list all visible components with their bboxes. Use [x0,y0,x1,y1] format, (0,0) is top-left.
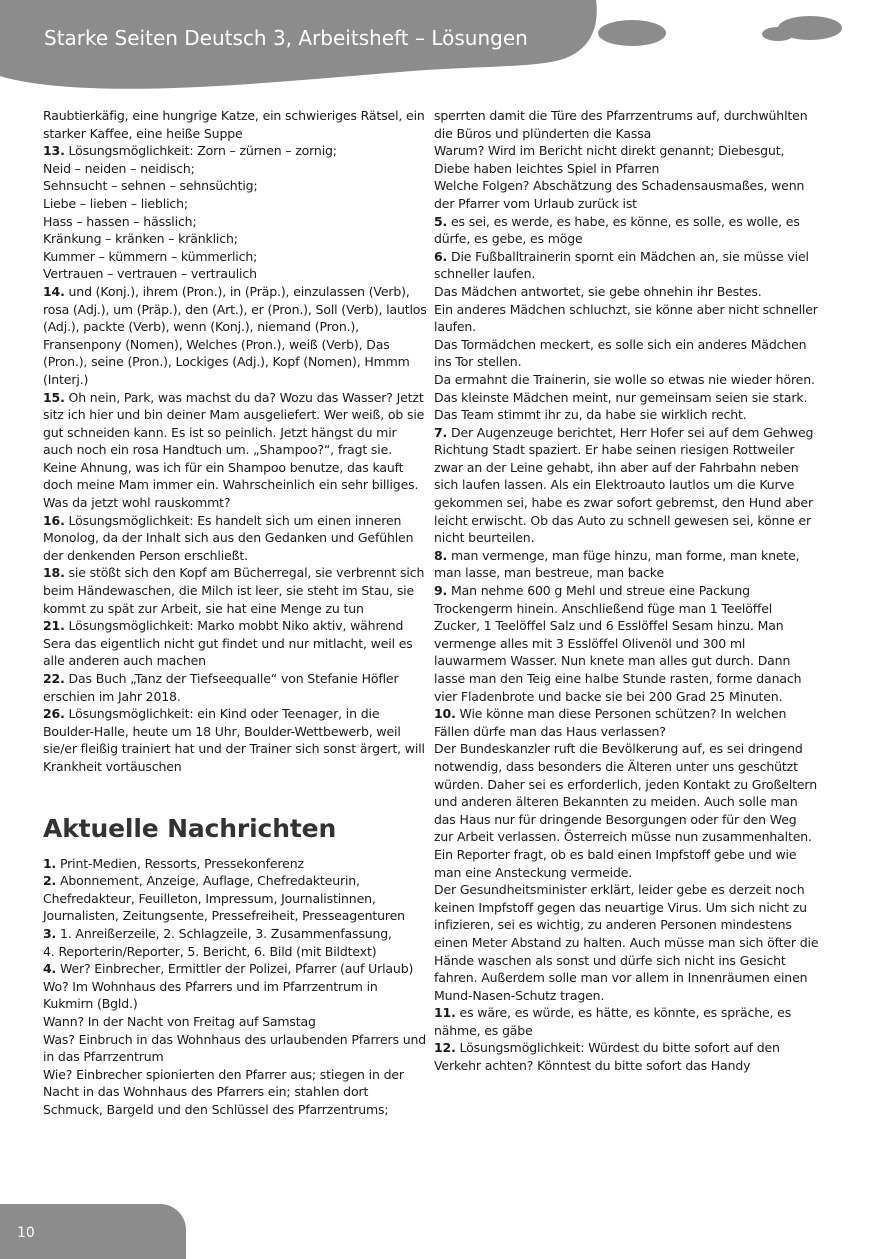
answer-paragraph [434,582,819,705]
page-number: 10 [17,1225,35,1241]
answer-paragraph [43,1013,428,1031]
answer-text: Ein anderes Mädchen schluchzt, sie könne aber nicht schneller laufen. [434,301,818,335]
answer-number: 18. [43,565,65,581]
answer-paragraph [43,705,428,775]
answer-text: Lösungsmöglichkeit: Würdest du bitte sofort auf den Verkehr achten? Könntest du bitte sofort das Handy [434,1040,780,1074]
answer-paragraph [434,740,819,846]
answer-number: 3. [43,925,57,941]
answer-number: 22. [43,671,65,686]
answer-number: 14. [43,283,65,299]
answer-paragraph [434,142,819,177]
answer-paragraph [434,389,819,407]
answer-text: Welche Folgen? Abschätzung des Schadensausmaßes, wenn der Pfarrer vom Urlaub zurück ist [434,178,805,211]
answer-paragraph [43,670,428,705]
answer-paragraph [43,283,428,389]
answer-number: 12. [434,1040,456,1056]
answer-text: Das Buch „Tanz der Tiefseequalle“ von Stefanie Höfler erschien im Jahr 2018. [43,671,399,704]
answer-paragraph [434,547,819,582]
answer-paragraph [43,960,428,978]
answer-number: 26. [43,706,65,722]
answer-text: Wo? Im Wohnhaus des Pfarrers und im Pfarrzentrum in Kukmirn (Bgld.) [43,978,378,1012]
answer-paragraph [43,1066,428,1119]
right-answers [434,107,819,1075]
answer-number: 10. [434,706,456,722]
answer-text: sie stößt sich den Kopf am Bücherregal, sie verbrennt sich beim Händewaschen, die Milch ist leer, sie steht im Stau, sie kommt zu spät zur Arbeit, sie hat eine Menge zu tun [43,565,425,616]
answer-text: Was? Einbruch in das Wohnhaus des urlaubenden Pfarrers und in das Pfarrzentrum [43,1031,427,1065]
answer-paragraph [434,107,819,142]
answer-text: Lösungsmöglichkeit: ein Kind oder Teenager, in die Boulder-Halle, heute um 18 Uhr, Boulder-Wettbewerb, weil sie/er fleißig trainiert hat und der Trainer sich sonst ärgert, will Krankheit vortäuschen [43,706,425,774]
answer-text: Sehnsucht – sehnen – sehnsüchtig; [43,178,258,194]
answer-number: 2. [43,873,57,889]
answer-text: sperrten damit die Türe des Pfarrzentrums auf, durchwühlten die Büros und plünderten die Kassa [434,108,808,141]
answer-text: und (Konj.), ihrem (Pron.), in (Präp.), einzulassen (Verb), rosa (Adj.), um (Präp.), den (Art.), er (Pron.), Soll (Verb), lautlos (Adj.), packte (Verb), wenn (Konj.), niemand (Pron.), Fransenpony (Nomen), Welches (Pron.), weiß (Verb), Das (Pron.), seine (Pron.), Lockiges (Adj.), Kopf (Nomen), Hmmm (Interj.) [43,283,427,387]
answer-text: Kränkung – kränken – kränklich; [43,231,238,247]
answer-paragraph [43,213,428,231]
answer-paragraph [434,424,819,547]
answer-text: 1. Anreißerzeile, 2. Schlagzeile, 3. Zusammenfassung, [56,925,392,941]
answer-paragraph [434,371,819,389]
answer-text: Lösungsmöglichkeit: Marko mobbt Niko aktiv, während Sera das eigentlich nicht gut findet und nur mitlacht, weil es alle anderen auch machen [43,618,413,669]
answer-text: Oh nein, Park, was machst du da? Wozu das Wasser? Jetzt sitz ich hier und bin deiner Mam ausgeliefert. Wer weiß, ob sie gut schneiden kann. Es ist so peinlich. Jetzt hängst du mir auch noch ein rosa Handtuch um. „Shampoo?“, fragt sie. Keine Ahnung, was ich für ein Shampoo benutze, das kauft doch meine Mam immer ein. Wahrscheinlich ein sehr billiges. Was da jetzt wohl rauskommt? [43,389,425,511]
answer-text: Das Mädchen antwortet, sie gebe ohnehin ihr Bestes. [434,283,762,299]
answer-text: Lösungsmöglichkeit: Es handelt sich um einen inneren Monolog, da der Inhalt sich aus den Gedanken und Gefühlen der denkenden Person erschließt. [43,512,414,563]
header-cloud-bubble-left [598,20,666,46]
answer-paragraph [434,1004,819,1039]
answer-text: Vertrauen – vertrauen – vertraulich [43,266,257,282]
answer-paragraph [434,1039,819,1074]
answer-text: Hass – hassen – hässlich; [43,213,197,229]
answer-text: Wie könne man diese Personen schützen? In welchen Fällen dürfe man das Haus verlassen? [434,706,787,739]
answer-number: 4. [43,961,57,977]
answer-paragraph [43,1031,428,1066]
answer-paragraph [43,107,428,142]
answer-text: Abonnement, Anzeige, Auflage, Chefredakteurin, Chefredakteur, Feuilleton, Impressum, Journalistinnen, Journalisten, Zeitungsente, Pressefreiheit, Presseagenturen [43,873,405,924]
left-column [43,107,428,1118]
answer-paragraph [43,265,428,283]
answer-paragraph [43,160,428,178]
answer-paragraph [434,248,819,283]
answer-number: 8. [434,547,448,563]
answer-paragraph [434,283,819,301]
answer-paragraph [43,564,428,617]
answer-text: Print-Medien, Ressorts, Pressekonferenz [56,855,304,871]
answer-paragraph [434,336,819,371]
answer-text: Das kleinste Mädchen meint, nur gemeinsam seien sie stark. [434,389,808,405]
answer-text: Der Gesundheitsminister erklärt, leider gebe es derzeit noch keinen Impfstoff gegen das neuartige Virus. Um sich nicht zu infizieren, sei es wichtig, zu anderen Personen mindestens einen Meter Abstand zu halten. Auch müsse man sich öfter die Hände waschen als sonst und dürfe sich nicht ins Gesicht fahren. Außerdem solle man vor allem in Innenräumen einen Mund-Nasen-Schutz tragen. [434,882,819,1003]
answer-text: Wie? Einbrecher spionierten den Pfarrer aus; stiegen in der Nacht in das Wohnhaus des Pfarrers ein; stahlen dort Schmuck, Bargeld und den Schlüssel des Pfarrzentrums; [43,1066,404,1117]
answer-number: 16. [43,512,65,528]
answer-text: Das Team stimmt ihr zu, da habe sie wirklich recht. [434,407,747,423]
header-title: Starke Seiten Deutsch 3, Arbeitsheft – Lösungen [44,26,528,50]
answer-text: Die Fußballtrainerin spornt ein Mädchen an, sie müsse viel schneller laufen. [434,248,809,282]
answer-paragraph [43,617,428,670]
answer-text: Warum? Wird im Bericht nicht direkt genannt; Diebesgut, Diebe haben leichtes Spiel in Pfarren [434,143,785,176]
answer-number: 6. [434,248,448,264]
answer-paragraph [43,230,428,248]
answer-paragraph [43,855,428,873]
right-column [434,107,819,1075]
answer-text: es sei, es werde, es habe, es könne, es solle, es wolle, es dürfe, es gebe, es möge [434,213,800,247]
answer-paragraph [43,943,428,961]
answer-paragraph [434,406,819,424]
answer-paragraph [43,248,428,266]
answer-text: Ein Reporter fragt, ob es bald einen Impfstoff gebe und wie man eine Ansteckung vermeide. [434,846,797,880]
answer-paragraph [43,195,428,213]
answer-text: Neid – neiden – neidisch; [43,160,195,176]
answer-text: man vermenge, man füge hinzu, man forme, man knete, man lasse, man bestreue, man backe [434,547,800,581]
answer-paragraph [43,142,428,160]
left-answers [43,107,428,776]
answer-number: 1. [43,855,57,871]
answer-paragraph [43,177,428,195]
answer-text: Wann? In der Nacht von Freitag auf Samstag [43,1013,316,1029]
answer-number: 7. [434,424,448,440]
answer-paragraph [434,177,819,212]
answer-number: 15. [43,389,65,405]
answer-number: 21. [43,618,65,634]
answer-paragraph [43,925,428,943]
answer-paragraph [434,705,819,740]
left-section-answers [43,855,428,1119]
answer-text: Der Augenzeuge berichtet, Herr Hofer sei auf dem Gehweg Richtung Stadt spaziert. Er habe seinen riesigen Rottweiler zwar an der Leine gehabt, ihn aber auf der Fahrbahn neben sich laufen lassen. Als ein Elektroauto lautlos um die Kurve gekommen sei, habe es zwar sofort gebremst, den Hund aber leicht erwischt. Ob das Auto zu schnell gewesen sei, könne er nicht beurteilen. [434,424,814,546]
answer-paragraph [43,389,428,512]
answer-number: 13. [43,143,65,159]
answer-text: Kummer – kümmern – kümmerlich; [43,248,258,264]
answer-paragraph [434,846,819,881]
answer-paragraph [43,512,428,565]
answer-paragraph [434,213,819,248]
answer-text: es wäre, es würde, es hätte, es könnte, es spräche, es nähme, es gäbe [434,1005,792,1038]
answer-text: Da ermahnt die Trainerin, sie wolle so etwas nie wieder hören. [434,371,815,387]
answer-number: 9. [434,583,448,599]
answer-text: Raubtierkäfig, eine hungrige Katze, ein schwieriges Rätsel, ein starker Kaffee, eine heiße Suppe [43,108,425,141]
answer-paragraph [43,872,428,925]
answer-text: Lösungsmöglichkeit: Zorn – zürnen – zornig; [64,143,337,159]
answer-text: Wer? Einbrecher, Ermittler der Polizei, Pfarrer (auf Urlaub) [56,961,414,977]
answer-number: 11. [434,1005,456,1021]
answer-paragraph [434,881,819,1004]
header-cloud-bubble-right-small [762,27,794,41]
answer-text: Liebe – lieben – lieblich; [43,195,188,211]
header-banner [0,0,890,100]
answer-text: Der Bundeskanzler ruft die Bevölkerung auf, es sei dringend notwendig, dass besonders die Älteren unter uns geschützt würden. Daher sei es erforderlich, jeden Kontakt zu Großeltern und anderen älteren Bekannten zu meiden. Auch solle man das Haus nur für dringende Besorgungen oder für den Weg zur Arbeit verlassen. Österreich müsse nun zusammenhalten. [434,741,817,845]
answer-text: Man nehme 600 g Mehl und streue eine Packung Trockengerm hinein. Anschließend füge man 1 Teelöffel Zucker, 1 Teelöffel Salz und 6 Esslöffel Sesam hinzu. Man vermenge alles mit 3 Esslöffel Olivenöl und 300 ml lauwarmem Wasser. Nun knete man alles gut durch. Dann lasse man den Teig eine halbe Stunde rasten, forme danach vier Fladenbrote und backe sie bei 200 Grad 25 Minuten. [434,583,802,704]
answer-paragraph [434,301,819,336]
answer-text: 4. Reporterin/Reporter, 5. Bericht, 6. Bild (mit Bildtext) [43,943,377,959]
answer-paragraph [43,978,428,1013]
section-heading: Aktuelle Nachrichten [43,813,337,843]
answer-text: Das Tormädchen meckert, es solle sich ein anderes Mädchen ins Tor stellen. [434,336,807,370]
answer-number: 5. [434,213,448,229]
